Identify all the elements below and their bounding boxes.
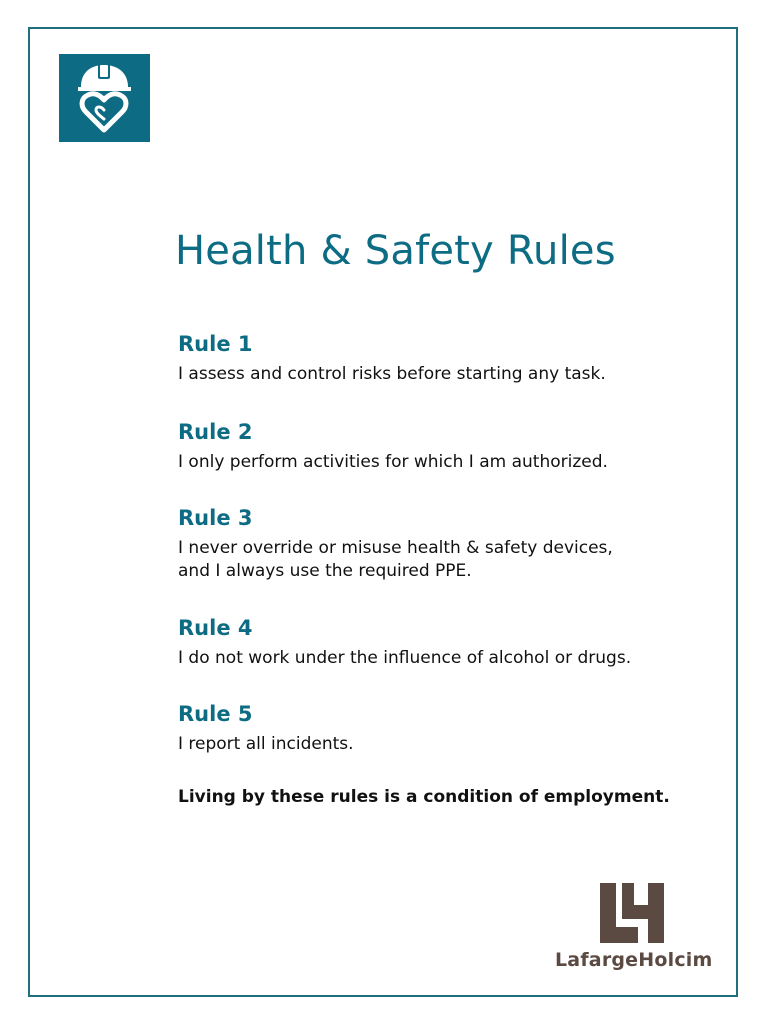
rule-text-line1: I never override or misuse health & safety devices, [178, 538, 613, 558]
hardhat-heart-icon [59, 54, 150, 142]
rule-3 [178, 505, 718, 583]
rule-text: I do not work under the influence of alcohol or drugs. [178, 648, 632, 668]
rule-1 [178, 331, 718, 386]
rule-text: I assess and control risks before starting any task. [178, 364, 606, 384]
lh-mark-icon [600, 883, 664, 943]
rule-label: Rule 5 [178, 702, 253, 726]
rule-5 [178, 701, 718, 756]
rule-label: Rule 2 [178, 420, 253, 444]
rule-text: I report all incidents. [178, 734, 354, 754]
logo-wordmark: LafargeHolcim [555, 949, 713, 971]
rule-text-line2: and I always use the required PPE. [178, 561, 472, 581]
safety-badge [59, 54, 150, 142]
rule-text: I only perform activities for which I am authorized. [178, 452, 608, 472]
page-title: Health & Safety Rules [175, 228, 616, 274]
lafargeholcim-logo [555, 883, 715, 973]
employment-statement: Living by these rules is a condition of employment. [178, 787, 670, 807]
rule-label: Rule 1 [178, 332, 253, 356]
rule-2 [178, 419, 718, 474]
rule-label: Rule 3 [178, 506, 253, 530]
rule-4 [178, 615, 718, 670]
rule-label: Rule 4 [178, 616, 253, 640]
